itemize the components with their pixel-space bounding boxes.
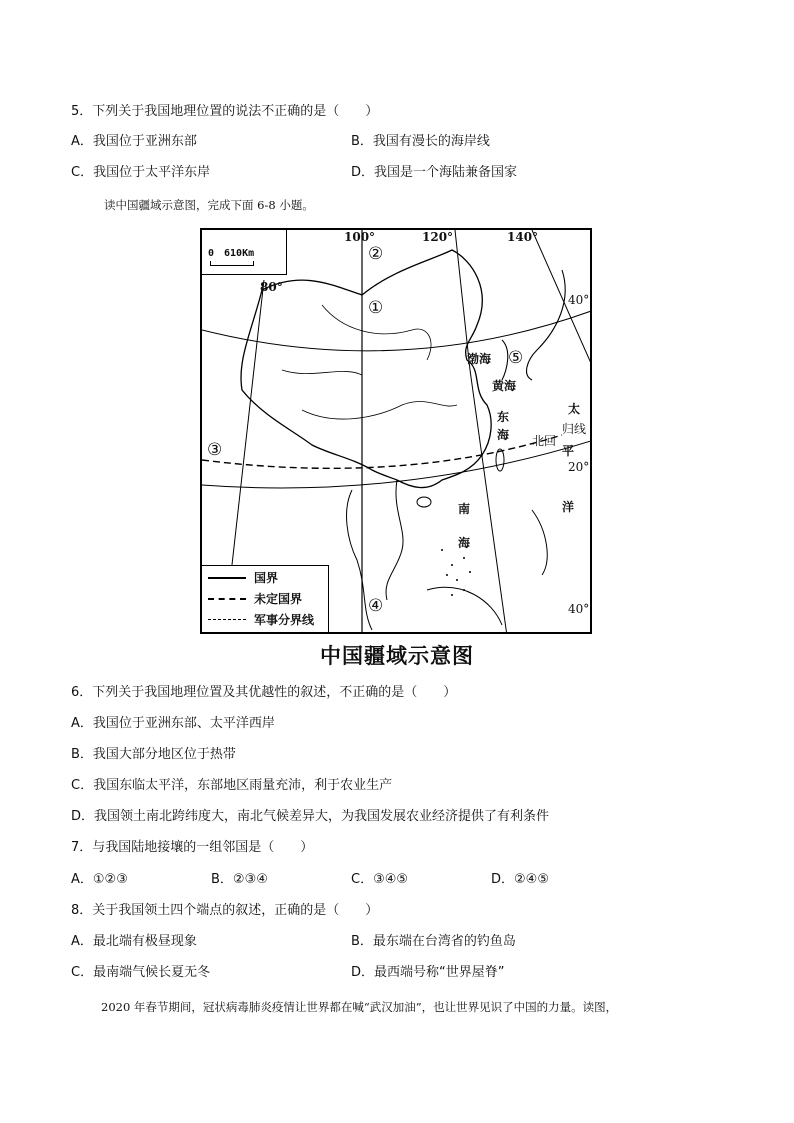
q7-stem: 7．与我国陆地接壤的一组邻国是（ ） xyxy=(71,840,314,855)
q8-stem: 8．关于我国领土四个端点的叙述，正确的是（ ） xyxy=(71,903,379,918)
footer-passage: 2020 年春节期间，冠状病毒肺炎疫情让世界都在喊“武汉加油”，也让世界见识了中国的力量。读图， xyxy=(101,1000,618,1014)
latitude-20: 20° xyxy=(568,460,590,474)
longitude-140: 140° xyxy=(507,230,539,244)
q7-option-b: B．②③④ xyxy=(211,872,268,887)
scale-ruler xyxy=(210,261,254,266)
q5-option-b: B．我国有漫长的海岸线 xyxy=(351,134,490,149)
q7-option-c: C．③④⑤ xyxy=(351,872,409,887)
marker-2: ② xyxy=(368,244,384,264)
q5-stem: 5．下列关于我国地理位置的说法不正确的是（ ） xyxy=(71,104,379,119)
q7-option-d: D．②④⑤ xyxy=(491,872,549,887)
legend-military: 军事分界线 xyxy=(254,613,315,627)
q8-option-c: C．最南端气候长夏无冬 xyxy=(71,965,211,980)
marker-4: ④ xyxy=(368,596,384,616)
label-pacific-1: 太 xyxy=(568,402,581,416)
label-nanhai-2: 海 xyxy=(458,536,471,550)
map-legend xyxy=(202,565,329,632)
q6-option-c: C．我国东临太平洋，东部地区雨量充沛，利于农业生产 xyxy=(71,778,393,793)
label-tropic-1: 北回 xyxy=(532,434,557,448)
marker-3: ③ xyxy=(207,440,223,460)
label-nanhai-1: 南 xyxy=(458,502,471,516)
latitude-40-south: 40° xyxy=(568,602,590,616)
scale-label: 0 610Km xyxy=(208,248,255,259)
legend-line-border xyxy=(208,577,246,579)
q6-option-a: A．我国位于亚洲东部、太平洋西岸 xyxy=(71,716,275,731)
q5-option-a: A．我国位于亚洲东部 xyxy=(71,134,197,149)
map-intro: 读中国疆域示意图，完成下面 6-8 小题。 xyxy=(104,198,314,212)
q7-option-a: A．①②③ xyxy=(71,872,128,887)
label-tropic-2: 归线 xyxy=(562,422,587,436)
q5-option-c: C．我国位于太平洋东岸 xyxy=(71,165,211,180)
q8-option-a: A．最北端有极昼现象 xyxy=(71,934,197,949)
label-bohai: 渤海 xyxy=(467,352,492,366)
latitude-40-north: 40° xyxy=(568,293,590,307)
marker-5: ⑤ xyxy=(508,348,524,368)
scale-bar xyxy=(202,230,287,275)
label-donghai-1: 东 xyxy=(497,410,510,424)
legend-line-military xyxy=(208,619,246,620)
legend-line-undetermined xyxy=(208,598,246,600)
label-pacific-2: 平 xyxy=(562,444,575,458)
legend-undetermined: 未定国界 xyxy=(254,592,303,606)
china-territory-map xyxy=(200,228,592,634)
marker-1: ① xyxy=(368,298,384,318)
longitude-120: 120° xyxy=(422,230,454,244)
longitude-80: 80° xyxy=(260,280,283,294)
map-title: 中国疆域示意图 xyxy=(320,643,474,668)
q6-stem: 6．下列关于我国地理位置及其优越性的叙述，不正确的是（ ） xyxy=(71,685,457,700)
legend-border: 国界 xyxy=(254,571,279,585)
q6-option-d: D．我国领土南北跨纬度大，南北气候差异大，为我国发展农业经济提供了有利条件 xyxy=(71,809,550,824)
label-huanghai: 黄海 xyxy=(492,379,517,393)
q8-option-d: D．最西端号称“世界屋脊” xyxy=(351,965,505,980)
q6-option-b: B．我国大部分地区位于热带 xyxy=(71,747,236,762)
q8-option-b: B．最东端在台湾省的钓鱼岛 xyxy=(351,934,516,949)
label-pacific-3: 洋 xyxy=(562,500,575,514)
longitude-100: 100° xyxy=(344,230,376,244)
label-donghai-2: 海 xyxy=(497,428,510,442)
q5-option-d: D．我国是一个海陆兼备国家 xyxy=(351,165,518,180)
